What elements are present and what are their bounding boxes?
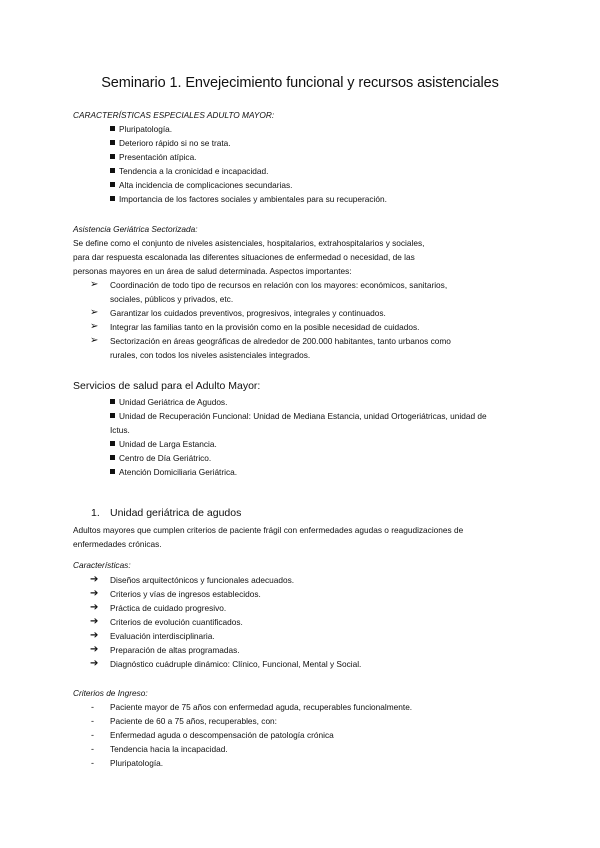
servicios-heading: Servicios de salud para el Adulto Mayor: xyxy=(73,380,261,392)
square-bullet-icon xyxy=(110,154,115,159)
list-item: Enfermedad aguda o descompensación de patología crónica xyxy=(110,730,334,740)
caracteristicas-heading: CARACTERÍSTICAS ESPECIALES ADULTO MAYOR: xyxy=(73,110,275,120)
dash-bullet-icon: - xyxy=(91,730,94,740)
list-item: Unidad de Recuperación Funcional: Unidad de Mediana Estancia, unidad Ortogeriátricas, unidad de xyxy=(110,409,487,423)
list-item: Tendencia a la cronicidad e incapacidad. xyxy=(110,164,268,178)
paragraph-line: Adultos mayores que cumplen criterios de paciente frágil con enfermedades agudas o reagudizaciones de xyxy=(73,525,464,535)
caracteristicas-unidad-heading: Características: xyxy=(73,560,131,570)
list-item: Pluripatología. xyxy=(110,758,164,768)
paragraph-line: para dar respuesta escalonada las diferentes situaciones de enfermedad o necesidad, de las xyxy=(73,252,415,262)
list-item: Coordinación de todo tipo de recursos en relación con los mayores: económicos, sanitarios, xyxy=(110,280,448,290)
square-bullet-icon xyxy=(110,168,115,173)
square-bullet-icon xyxy=(110,399,115,404)
arrowhead-bullet-icon: ➢ xyxy=(90,321,99,332)
list-item: Deterioro rápido si no se trata. xyxy=(110,136,231,150)
paragraph-line: enfermedades crónicas. xyxy=(73,539,162,549)
list-item: Garantizar los cuidados preventivos, progresivos, integrales y continuados. xyxy=(110,308,386,318)
arrow-bullet-icon: ➔ xyxy=(90,658,99,669)
list-item-continuation: rurales, con todos los niveles asistenciales integrados. xyxy=(110,350,311,360)
list-item: Pluripatología. xyxy=(110,122,172,136)
list-item: Centro de Día Geriátrico. xyxy=(110,451,211,465)
list-item: Evaluación interdisciplinaria. xyxy=(110,631,215,641)
square-bullet-icon xyxy=(110,413,115,418)
section-number: 1. xyxy=(91,507,100,519)
dash-bullet-icon: - xyxy=(91,702,94,712)
square-bullet-icon xyxy=(110,196,115,201)
list-item: Unidad de Larga Estancia. xyxy=(110,437,217,451)
dash-bullet-icon: - xyxy=(91,716,94,726)
list-item: Sectorización en áreas geográficas de alrededor de 200.000 habitantes, tanto urbanos como xyxy=(110,336,451,346)
list-item: Criterios y vías de ingresos establecidos. xyxy=(110,589,261,599)
square-bullet-icon xyxy=(110,455,115,460)
arrowhead-bullet-icon: ➢ xyxy=(90,335,99,346)
dash-bullet-icon: - xyxy=(91,744,94,754)
criterios-heading: Criterios de Ingreso: xyxy=(73,688,148,698)
square-bullet-icon xyxy=(110,182,115,187)
arrowhead-bullet-icon: ➢ xyxy=(90,307,99,318)
list-item: Criterios de evolución cuantificados. xyxy=(110,617,243,627)
arrowhead-bullet-icon: ➢ xyxy=(90,279,99,290)
square-bullet-icon xyxy=(110,441,115,446)
list-item-continuation: Ictus. xyxy=(110,425,130,435)
arrow-bullet-icon: ➔ xyxy=(90,602,99,613)
list-item: Integrar las familias tanto en la provisión como en la posible necesidad de cuidados. xyxy=(110,322,420,332)
list-item: Unidad Geriátrica de Agudos. xyxy=(110,395,227,409)
list-item: Paciente de 60 a 75 años, recuperables, con: xyxy=(110,716,277,726)
list-item: Diagnóstico cuádruple dinámico: Clínico, Funcional, Mental y Social. xyxy=(110,659,362,669)
list-item: Atención Domiciliaria Geriátrica. xyxy=(110,465,237,479)
arrow-bullet-icon: ➔ xyxy=(90,644,99,655)
paragraph-line: personas mayores en un área de salud determinada. Aspectos importantes: xyxy=(73,266,352,276)
list-item: Tendencia hacia la incapacidad. xyxy=(110,744,228,754)
list-item: Alta incidencia de complicaciones secundarias. xyxy=(110,178,292,192)
list-item: Paciente mayor de 75 años con enfermedad aguda, recuperables funcionalmente. xyxy=(110,702,413,712)
list-item: Importancia de los factores sociales y ambientales para su recuperación. xyxy=(110,192,387,206)
arrow-bullet-icon: ➔ xyxy=(90,574,99,585)
square-bullet-icon xyxy=(110,126,115,131)
arrow-bullet-icon: ➔ xyxy=(90,616,99,627)
asistencia-heading: Asistencia Geriátrica Sectorizada: xyxy=(73,224,198,234)
square-bullet-icon xyxy=(110,469,115,474)
paragraph-line: Se define como el conjunto de niveles asistenciales, hospitalarios, extrahospitalarios y sociales, xyxy=(73,238,425,248)
list-item: Diseños arquitectónicos y funcionales adecuados. xyxy=(110,575,295,585)
dash-bullet-icon: - xyxy=(91,758,94,768)
arrow-bullet-icon: ➔ xyxy=(90,588,99,599)
list-item: Preparación de altas programadas. xyxy=(110,645,240,655)
section-heading: Unidad geriátrica de agudos xyxy=(110,507,242,519)
list-item-continuation: sociales, públicos y privados, etc. xyxy=(110,294,234,304)
arrow-bullet-icon: ➔ xyxy=(90,630,99,641)
square-bullet-icon xyxy=(110,140,115,145)
list-item: Práctica de cuidado progresivo. xyxy=(110,603,227,613)
page-title: Seminario 1. Envejecimiento funcional y recursos asistenciales xyxy=(101,75,499,91)
list-item: Presentación atípica. xyxy=(110,150,196,164)
